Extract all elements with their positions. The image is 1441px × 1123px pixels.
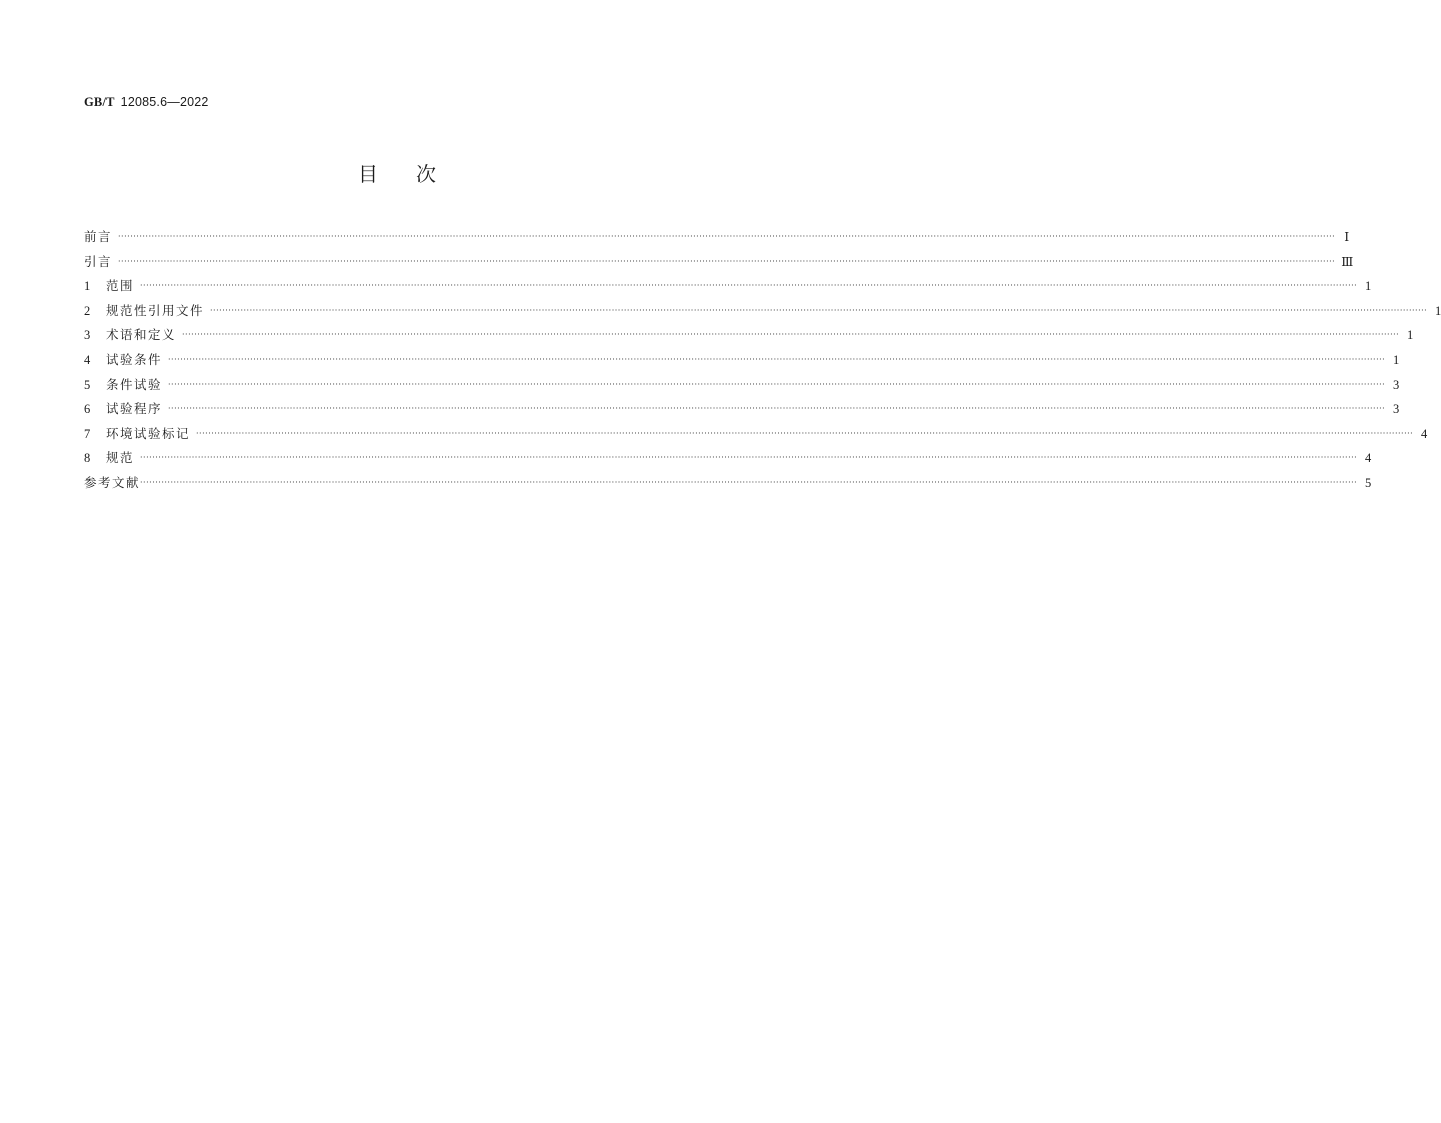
toc-entry-8[interactable] <box>84 448 1372 473</box>
toc-entry-number: 6 <box>84 402 91 417</box>
toc-entry-page: 1 <box>1392 352 1400 367</box>
toc-leader-dots: ················································································································································································································································································································································································································ <box>140 453 1358 463</box>
toc-entry-label: 范围 <box>106 278 135 294</box>
toc-entry-label: 参考文献 <box>84 474 141 490</box>
toc-leader-dots: ················································································································································································································································································································································································································ <box>210 305 1428 315</box>
toc-leader-dots: ················································································································································································································································································································································································································ <box>196 428 1414 438</box>
toc-entry-page: 1 <box>1434 303 1441 318</box>
standard-prefix: GB/T <box>84 95 115 109</box>
toc-entry-number: 1 <box>84 279 91 294</box>
table-of-contents <box>84 227 1441 498</box>
toc-entry-label: 术语和定义 <box>106 327 177 343</box>
toc-entry-label: 规范性引用文件 <box>106 302 205 318</box>
toc-leader-dots: ················································································································································································································································································································································································································ <box>140 281 1358 291</box>
toc-entry-number: 5 <box>84 377 91 392</box>
toc-entry-number: 7 <box>84 426 91 441</box>
toc-entry-label: 规范 <box>106 450 135 466</box>
toc-leader-dots: ················································································································································································································································································································································································································ <box>168 404 1386 414</box>
toc-leader-dots: ················································································································································································································································································································································································································ <box>182 330 1400 340</box>
toc-entry-bibliography[interactable] <box>84 473 1372 498</box>
toc-leader-dots: ················································································································································································································································································································································································································ <box>168 354 1386 364</box>
toc-entry-5[interactable] <box>84 375 1400 400</box>
toc-entry-introduction[interactable] <box>84 252 1354 277</box>
toc-entry-label: 试验程序 <box>106 401 163 417</box>
toc-entry-label: 引言 <box>84 253 113 269</box>
toc-entry-number: 2 <box>84 303 91 318</box>
toc-entry-number: 4 <box>84 352 91 367</box>
toc-entry-page: 3 <box>1392 402 1400 417</box>
toc-entry-page: 1 <box>1364 279 1372 294</box>
toc-leader-dots: ················································································································································································································································································································································································································ <box>140 477 1358 487</box>
toc-entry-page: 4 <box>1420 426 1428 441</box>
toc-entry-page: Ⅰ <box>1344 230 1350 244</box>
toc-entry-number: 8 <box>84 451 91 466</box>
toc-entry-label: 前言 <box>84 229 113 244</box>
toc-entry-4[interactable] <box>84 350 1400 375</box>
toc-leader-dots: ················································································································································································································································································································································································································ <box>168 379 1386 389</box>
toc-entry-page: 5 <box>1364 475 1372 490</box>
toc-leader-dots: ················································································································································································································································································································································································································ <box>118 232 1336 241</box>
toc-entry-label: 条件试验 <box>106 376 163 392</box>
toc-entry-page: 4 <box>1364 451 1372 466</box>
toc-entry-label: 环境试验标记 <box>106 425 191 441</box>
toc-entry-foreword[interactable] <box>84 227 1350 252</box>
toc-entry-page: 1 <box>1406 328 1414 343</box>
toc-title: 目次 <box>358 162 474 186</box>
toc-entry-page: Ⅲ <box>1341 254 1354 269</box>
toc-entry-2[interactable] <box>84 301 1441 326</box>
standard-code <box>84 94 209 110</box>
toc-entry-3[interactable] <box>84 325 1414 350</box>
toc-entry-label: 试验条件 <box>106 351 163 367</box>
toc-entry-number: 3 <box>84 328 91 343</box>
toc-leader-dots: ················································································································································································································································································································································································································ <box>118 256 1336 266</box>
standard-number: 12085.6—2022 <box>120 95 209 109</box>
toc-entry-1[interactable] <box>84 276 1372 301</box>
toc-entry-page: 3 <box>1392 377 1400 392</box>
toc-entry-6[interactable] <box>84 399 1400 424</box>
toc-entry-7[interactable] <box>84 424 1428 449</box>
